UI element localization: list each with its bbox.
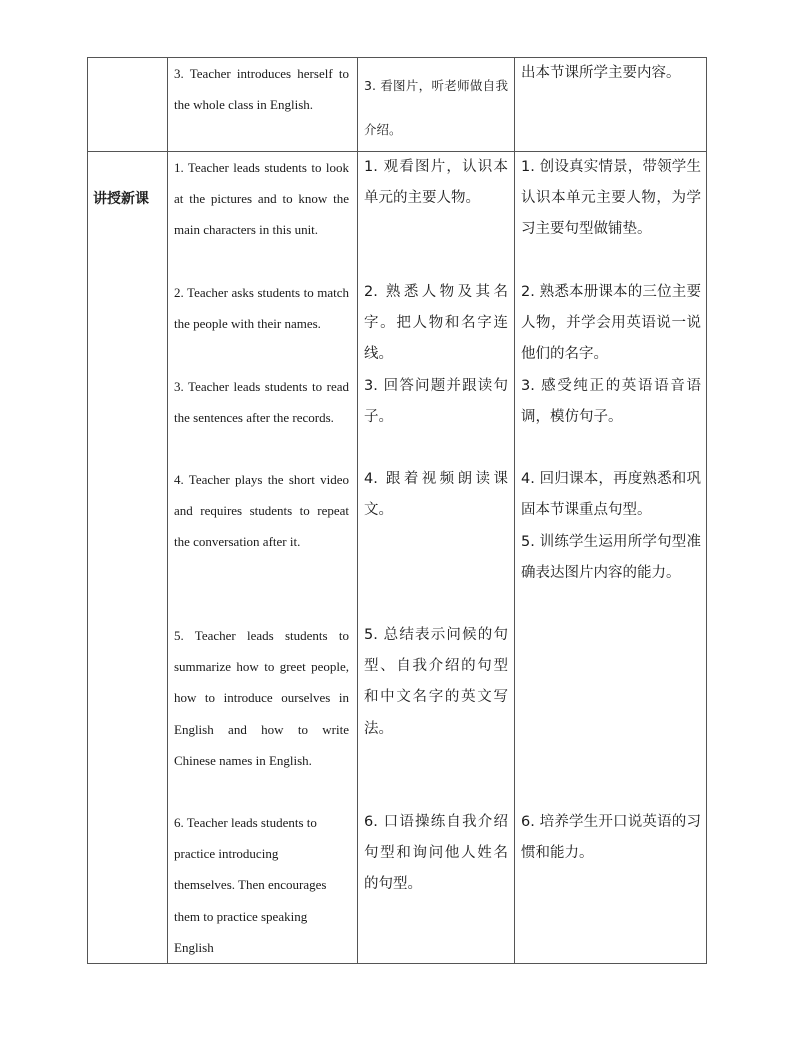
student-activity-4 [364,464,508,526]
purpose-3 [521,371,701,433]
student-activity-5-text: 5. 总结表示问候的句型、自我介绍的句型和中文名字的英文写法。 [364,627,508,737]
student-activity-4-text: 4. 跟着视频朗读课文。 [364,471,508,519]
teacher-step-4 [174,464,349,558]
purpose-5-text: 5. 训练学生运用所学句型准确表达图片内容的能力。 [521,534,701,582]
purpose-6-text: 6. 培养学生开口说英语的习惯和能力。 [521,814,701,862]
top-row-student-activity [364,64,508,152]
top-row-zh-purpose-text: 出本节课所学主要内容。 [521,65,681,81]
table-left-border [87,57,88,964]
teacher-step-4-text: 4. Teacher plays the short video and requires students to repeat the conversation after it. [174,472,349,550]
table-bottom-border [87,963,707,964]
purpose-4 [521,464,701,526]
purpose-2-text: 2. 熟悉本册课本的三位主要人物，并学会用英语说一说他们的名字。 [521,284,701,363]
teacher-step-1 [174,152,349,246]
teacher-step-1-text: 1. Teacher leads students to look at the pictures and to know the main characters in this unit. [174,160,349,238]
teacher-step-6-text: 6. Teacher leads students to practice introducing themselves. Then encourages them to practice speaking English [174,815,327,955]
purpose-6 [521,807,701,869]
purpose-5 [521,527,701,589]
purpose-4-text: 4. 回归课本，再度熟悉和巩固本节课重点句型。 [521,471,701,519]
top-row-en-text: 3. Teacher introduces herself to the whole class in English. [174,66,349,112]
section-label-text: 讲授新课 [93,191,149,207]
purpose-1-text: 1. 创设真实情景，带领学生认识本单元主要人物，为学习主要句型做铺垫。 [521,159,701,238]
teacher-step-6 [174,807,334,963]
teacher-step-5-text: 5. Teacher leads students to summarize how to greet people, how to introduce ourselves in English and how to write Chinese names in English. [174,628,349,768]
teacher-step-3-text: 3. Teacher leads students to read the sentences after the records. [174,379,349,426]
purpose-3-text: 3. 感受纯正的英语语音语调，模仿句子。 [521,378,701,426]
student-activity-6 [364,807,508,901]
section-label [93,188,165,208]
table-right-border [706,57,707,964]
top-row-teacher-activity [174,58,349,120]
table-col-divider-1 [167,57,168,964]
teacher-step-3 [174,371,349,433]
top-row-zh-student-text: 3. 看图片，听老师做自我介绍。 [364,78,508,137]
teacher-step-2 [174,277,349,339]
table-col-divider-2 [357,57,358,964]
student-activity-2 [364,277,508,371]
student-activity-3-text: 3. 回答问题并跟读句子。 [364,378,508,426]
purpose-1 [521,152,701,246]
purpose-2 [521,277,701,371]
teacher-step-2-text: 2. Teacher asks students to match the people with their names. [174,285,349,332]
top-row-purpose [521,58,701,89]
student-activity-1-text: 1. 观看图片，认识本单元的主要人物。 [364,159,508,207]
teacher-step-5 [174,620,349,776]
student-activity-3 [364,371,508,433]
student-activity-5 [364,620,508,745]
table-col-divider-3 [514,57,515,964]
student-activity-1 [364,152,508,214]
student-activity-2-text: 2. 熟悉人物及其名字。把人物和名字连线。 [364,284,508,363]
student-activity-6-text: 6. 口语操练自我介绍句型和询问他人姓名的句型。 [364,814,508,893]
